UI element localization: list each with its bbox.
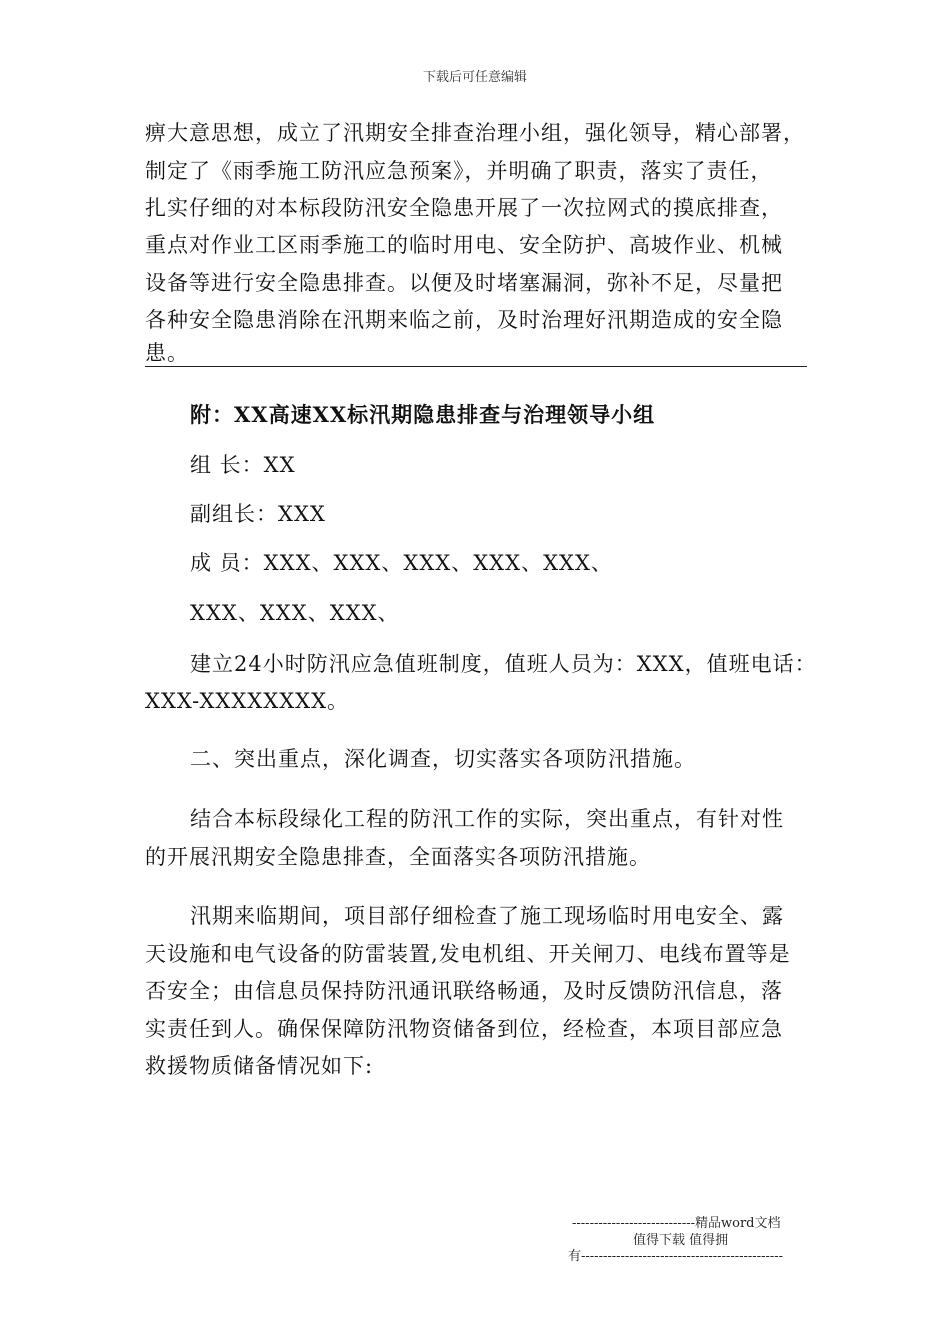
deputy-line: 副组长：XXX bbox=[190, 502, 326, 526]
text-line: 实责任到人。确保保障防汛物资储备到位，经检查，本项目部应急 bbox=[145, 1017, 783, 1041]
text-line: 患。 bbox=[145, 341, 189, 365]
separator-rule bbox=[145, 366, 807, 367]
appendix-title: 附：XX高速XX标汛期隐患排查与治理领导小组 bbox=[190, 402, 656, 427]
text-line: 的开展汛期安全隐患排查，全面落实各项防汛措施。 bbox=[145, 845, 651, 869]
members-line: 成 员：XXX、XXX、XXX、XXX、XXX、 bbox=[190, 551, 613, 575]
text-line: 重点对作业工区雨季施工的临时用电、安全防护、高坡作业、机械 bbox=[145, 233, 783, 257]
text-line: 设备等进行安全隐患排查。以便及时堵塞漏洞，弥补不足，尽量把 bbox=[145, 271, 783, 295]
text-line: 扎实仔细的对本标段防汛安全隐患开展了一次拉网式的摸底排查， bbox=[145, 196, 783, 220]
text-line: 汛期来临期间，项目部仔细检查了施工现场临时用电安全、露 bbox=[190, 904, 784, 928]
leader-line: 组 长：XX bbox=[190, 453, 296, 477]
text-line: 否安全；由信息员保持防汛通讯联络畅通，及时反馈防汛信息，落 bbox=[145, 979, 783, 1003]
text-line: 天设施和电气设备的防雷装置,发电机组、开关闸刀、电线布置等是 bbox=[145, 942, 791, 966]
duty-phone-line: XXX-XXXXXXXX。 bbox=[145, 689, 350, 713]
duty-line: 建立24小时防汛应急值班制度，值班人员为：XXX，值班电话： bbox=[190, 652, 817, 676]
footer-line-3: 有---------------------------------------------- bbox=[568, 1249, 784, 1264]
footer-line-1: ----------------------------精品word文档 bbox=[572, 1216, 781, 1231]
members-line-cont: XXX、XXX、XXX、 bbox=[190, 601, 400, 625]
text-line: 结合本标段绿化工程的防汛工作的实际，突出重点，有针对性 bbox=[190, 807, 784, 831]
text-line: 制定了《雨季施工防汛应急预案》，并明确了职责，落实了责任， bbox=[145, 159, 773, 183]
text-line: 救援物质储备情况如下: bbox=[145, 1054, 374, 1078]
section-heading: 二、突出重点，深化调查，切实落实各项防汛措施。 bbox=[190, 747, 696, 771]
text-line: 痹大意思想，成立了汛期安全排查治理小组，强化领导，精心部署， bbox=[145, 121, 805, 145]
footer-line-2: 值得下载 值得拥 bbox=[633, 1233, 729, 1248]
page-header: 下载后可任意编辑 bbox=[422, 70, 527, 85]
text-line: 各种安全隐患消除在汛期来临之前，及时治理好汛期造成的安全隐 bbox=[145, 308, 783, 332]
